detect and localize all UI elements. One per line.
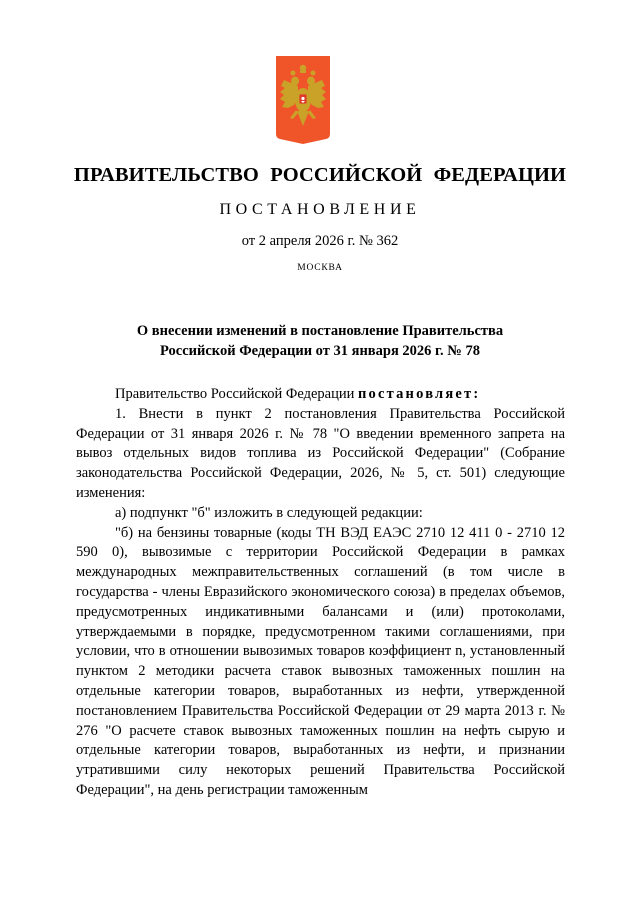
preamble-paragraph bbox=[76, 385, 565, 405]
document-body bbox=[76, 385, 565, 801]
heading-line-1: О внесении изменений в постановление Правительства bbox=[136, 323, 504, 339]
document-city: МОСКВА bbox=[297, 263, 343, 273]
document-heading bbox=[60, 322, 580, 361]
coat-of-arms-emblem bbox=[276, 56, 330, 144]
paragraph-2: а) подпункт "б" изложить в следующей редакции: bbox=[115, 504, 423, 521]
heading-line-2: Российской Федерации от 31 января 2026 г. № 78 bbox=[160, 342, 480, 359]
government-title: ПРАВИТЕЛЬСТВО РОССИЙСКОЙ ФЕДЕРАЦИИ bbox=[73, 164, 567, 186]
document-date-number: от 2 апреля 2026 г. № 362 bbox=[241, 233, 399, 249]
document-type: ПОСТАНОВЛЕНИЕ bbox=[219, 201, 421, 218]
preamble-verb: постановляет: bbox=[357, 386, 481, 402]
paragraph-3: "б) на бензины товарные (коды ТН ВЭД ЕАЭС 2710 12 411 0 - 2710 12 590 0), вывозимые с территории Российской Федерации в рамках международных межправительственных соглашений (в том числе в государства - члены Евразийского экономического союза) в пределах объемов, предусмотренных индикативными балансами и (или) протоколами, утверждаемыми в порядке, предусмотренном такими соглашениями, при условии, что в отношении вывозимых товаров коэффициент n, установленный пунктом 2 методики расчета ставок вывозных таможенных пошлин на отдельные категории товаров, выработанных из нефти, утвержденной постановлением Правительства Российской Федерации от 29 марта 2013 г. № 276 "О расчете ставок вывозных таможенных пошлин на нефть сырую и отдельные категории товаров, выработанных из нефти, и признании утратившими силу некоторых решений Правительства Российской Федерации", на день регистрации таможенным bbox=[76, 524, 565, 798]
preamble-lead: Правительство Российской Федерации bbox=[115, 386, 358, 402]
paragraph-1: 1. Внести в пункт 2 постановления Правительства Российской Федерации от 31 января 2026 г. № 78 "О введении временного запрета на вывоз отдельных видов топлива из Российской Федерации" (Собрание законодательства Российской Федерации, 2026, № 5, ст. 501) следующие изменения: bbox=[76, 405, 565, 501]
